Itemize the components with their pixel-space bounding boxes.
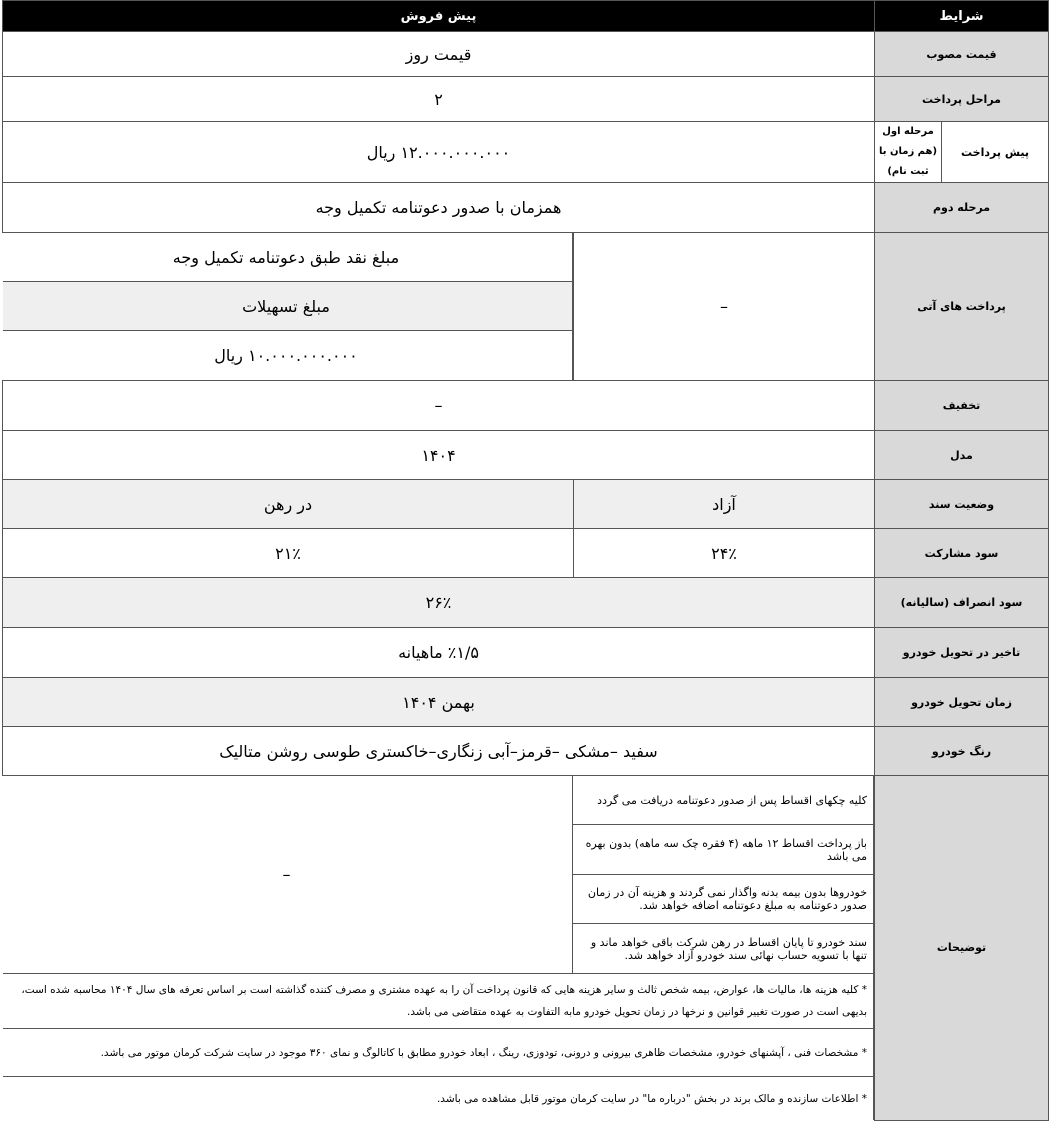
document-status-mortgaged: در رهن xyxy=(3,480,574,529)
future-payments-label: پرداخت های آتی xyxy=(875,233,1049,381)
notes-label: توضیحات xyxy=(875,776,1049,1121)
delivery-delay-value: ٪۱/۵ ماهیانه xyxy=(3,628,875,678)
row-discount xyxy=(3,381,1049,431)
row-second-stage xyxy=(3,183,1049,233)
prepayment-stage-label: مرحله اول xyxy=(882,126,934,137)
second-stage-value: همزمان با صدور دعوتنامه تکمیل وجه xyxy=(3,183,875,233)
document-status-free: آزاد xyxy=(574,480,875,529)
delivery-delay-label: تاخیر در تحویل خودرو xyxy=(875,628,1049,678)
facility-value: ۱۰.۰۰۰.۰۰۰.۰۰۰ ریال xyxy=(3,331,573,381)
discount-label: تخفیف xyxy=(875,381,1049,431)
notes-content xyxy=(3,776,875,1121)
note-item: خودروها بدون بیمه بدنه واگذار نمی گردند و هزینه آن در زمان صدور دعوتنامه به مبلغ دعوتنامه اضافه خواهد شد. xyxy=(573,875,874,924)
header-presale: پیش فروش xyxy=(3,1,875,32)
row-delivery-delay xyxy=(3,628,1049,678)
row-delivery-time xyxy=(3,678,1049,727)
delivery-time-value: بهمن ۱۴۰۴ xyxy=(3,678,875,727)
row-cancellation-profit xyxy=(3,578,1049,628)
note-item: سند خودرو تا پایان اقساط در رهن شرکت باقی خواهد ماند و تنها با تسویه حساب نهائی سند خودرو آزاد خواهد شد. xyxy=(573,924,874,974)
header-conditions: شرایط xyxy=(875,1,1049,32)
row-document-status xyxy=(3,480,1049,529)
car-color-label: رنگ خودرو xyxy=(875,727,1049,776)
approved-price-label: قیمت مصوب xyxy=(875,32,1049,77)
discount-value: – xyxy=(3,381,875,431)
cash-amount: مبلغ نقد طبق دعوتنامه تکمیل وجه xyxy=(3,233,573,282)
note-item: باز پرداخت اقساط ۱۲ ماهه (۴ فقره چک سه ماهه) بدون بهره می باشد xyxy=(573,825,874,875)
car-color-value: سفید –مشکی –قرمز–آبی زنگاری–خاکستری طوسی روشن متالیک xyxy=(3,727,875,776)
row-participation-profit xyxy=(3,529,1049,578)
facility-label: مبلغ تسهیلات xyxy=(3,282,573,331)
cancellation-profit-label: سود انصراف (سالیانه) xyxy=(875,578,1049,628)
row-model xyxy=(3,431,1049,480)
prepayment-stage-sub: (هم زمان با ثبت نام) xyxy=(878,146,938,177)
future-payments-details xyxy=(3,233,574,381)
notes-side-value: – xyxy=(3,776,573,974)
future-payments-side-value: – xyxy=(574,233,875,381)
second-stage-label: مرحله دوم xyxy=(875,183,1049,233)
header-row xyxy=(3,1,1049,32)
row-car-color xyxy=(3,727,1049,776)
prepayment-stage xyxy=(875,122,942,183)
prepayment-value: ۱۲.۰۰۰.۰۰۰.۰۰۰ ریال xyxy=(3,122,875,183)
row-approved-price xyxy=(3,32,1049,77)
cancellation-profit-value: ۲۶٪ xyxy=(3,578,875,628)
general-note: * کلیه هزینه ها، مالیات ها، عوارض، بیمه شخص ثالث و سایر هزینه هایی که قانون پرداخت آن را به عهده مشتری و مصرف کننده گذاشته است بر اساس تعرفه های سال ۱۴۰۴ محاسبه شده است، بدیهی است در صورت تغییر قوانین و نرخها در زمان تحویل خودرو مابه التفاوت به عهده متقاضی می باشد. xyxy=(3,974,874,1029)
model-value: ۱۴۰۴ xyxy=(3,431,875,480)
payment-stages-value: ۲ xyxy=(3,77,875,122)
note-item: کلیه چکهای اقساط پس از صدور دعوتنامه دریافت می گردد xyxy=(573,776,874,825)
approved-price-value: قیمت روز xyxy=(3,32,875,77)
participation-profit-mortgaged: ۲۱٪ xyxy=(3,529,574,578)
general-note: * مشخصات فنی ، آپشنهای خودرو، مشخصات ظاهری بیرونی و درونی، تودوزی، رینگ ، ابعاد خودرو مطابق با کاتالوگ و نمای ۳۶۰ موجود در سایت شرکت کرمان موتور می باشد. xyxy=(3,1029,874,1077)
participation-profit-free: ۲۴٪ xyxy=(574,529,875,578)
row-notes xyxy=(3,776,1049,1121)
general-note: * اطلاعات سازنده و مالک برند در بخش "درباره ما" در سایت کرمان موتور قابل مشاهده می باشد. xyxy=(3,1077,874,1121)
presale-conditions-table xyxy=(2,0,1049,1121)
document-status-label: وضعیت سند xyxy=(875,480,1049,529)
prepayment-label: پیش پرداخت xyxy=(942,122,1049,183)
row-future-payments xyxy=(3,233,1049,381)
model-label: مدل xyxy=(875,431,1049,480)
row-payment-stages xyxy=(3,77,1049,122)
participation-profit-label: سود مشارکت xyxy=(875,529,1049,578)
delivery-time-label: زمان تحویل خودرو xyxy=(875,678,1049,727)
row-prepayment xyxy=(3,122,1049,183)
payment-stages-label: مراحل پرداخت xyxy=(875,77,1049,122)
presale-conditions-table-wrapper xyxy=(2,0,1048,1119)
